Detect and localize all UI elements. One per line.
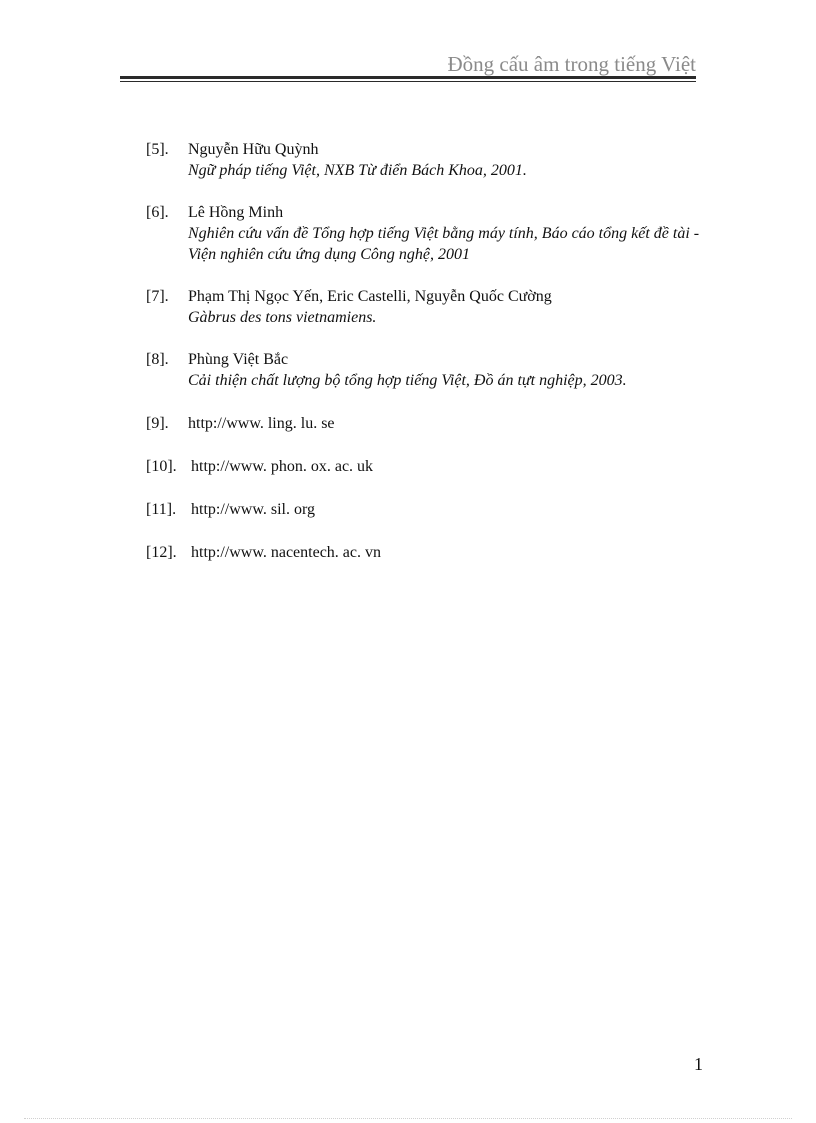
reference-number: [7]. (146, 288, 169, 305)
reference-number: [9]. (146, 415, 169, 432)
reference-entry (146, 349, 706, 391)
reference-number: [6]. (146, 204, 169, 221)
reference-title: Ngữ pháp tiếng Việt, NXB Từ điển Bách Khoa, 2001. (188, 162, 527, 179)
reference-url[interactable]: http://www. sil. org (191, 501, 316, 518)
reference-author: Phùng Việt Bắc (188, 351, 289, 368)
page-number: 1 (694, 1054, 703, 1074)
reference-title: Cải thiện chất lượng bộ tổng hợp tiếng Việt, Đồ án tựt nghiệp, 2003. (188, 372, 627, 389)
reference-number: [11]. (146, 501, 177, 518)
reference-number: [12]. (146, 544, 177, 561)
page-header (120, 50, 696, 82)
header-rule-thick (120, 76, 696, 79)
reference-entry (146, 499, 706, 520)
reference-number: [10]. (146, 458, 177, 475)
reference-url[interactable]: http://www. nacentech. ac. vn (191, 544, 382, 561)
page-bottom-border (24, 1118, 792, 1119)
reference-author: Lê Hồng Minh (188, 204, 284, 221)
reference-entry (146, 542, 706, 563)
reference-number: [5]. (146, 141, 169, 158)
reference-entry (146, 413, 706, 434)
reference-url[interactable]: http://www. ling. lu. se (188, 415, 335, 432)
running-header-title: Đồng cấu âm trong tiếng Việt (447, 52, 696, 76)
header-rule-thin (120, 81, 696, 82)
reference-title: Gàbrus des tons vietnamiens. (188, 309, 377, 326)
reference-list (146, 139, 706, 563)
reference-author: Nguyễn Hữu Quỳnh (188, 141, 319, 158)
reference-number: [8]. (146, 351, 169, 368)
reference-entry (146, 456, 706, 477)
reference-entry (146, 202, 706, 265)
reference-author: Phạm Thị Ngọc Yến, Eric Castelli, Nguyễn Quốc Cường (188, 288, 552, 305)
reference-entry (146, 139, 706, 181)
reference-url[interactable]: http://www. phon. ox. ac. uk (191, 458, 374, 475)
reference-title: Nghiên cứu vấn đề Tổng hợp tiếng Việt bằng máy tính, Báo cáo tổng kết đề tài - Viện nghiên cứu ứng dụng Công nghệ, 2001 (188, 225, 700, 263)
reference-entry (146, 286, 706, 328)
